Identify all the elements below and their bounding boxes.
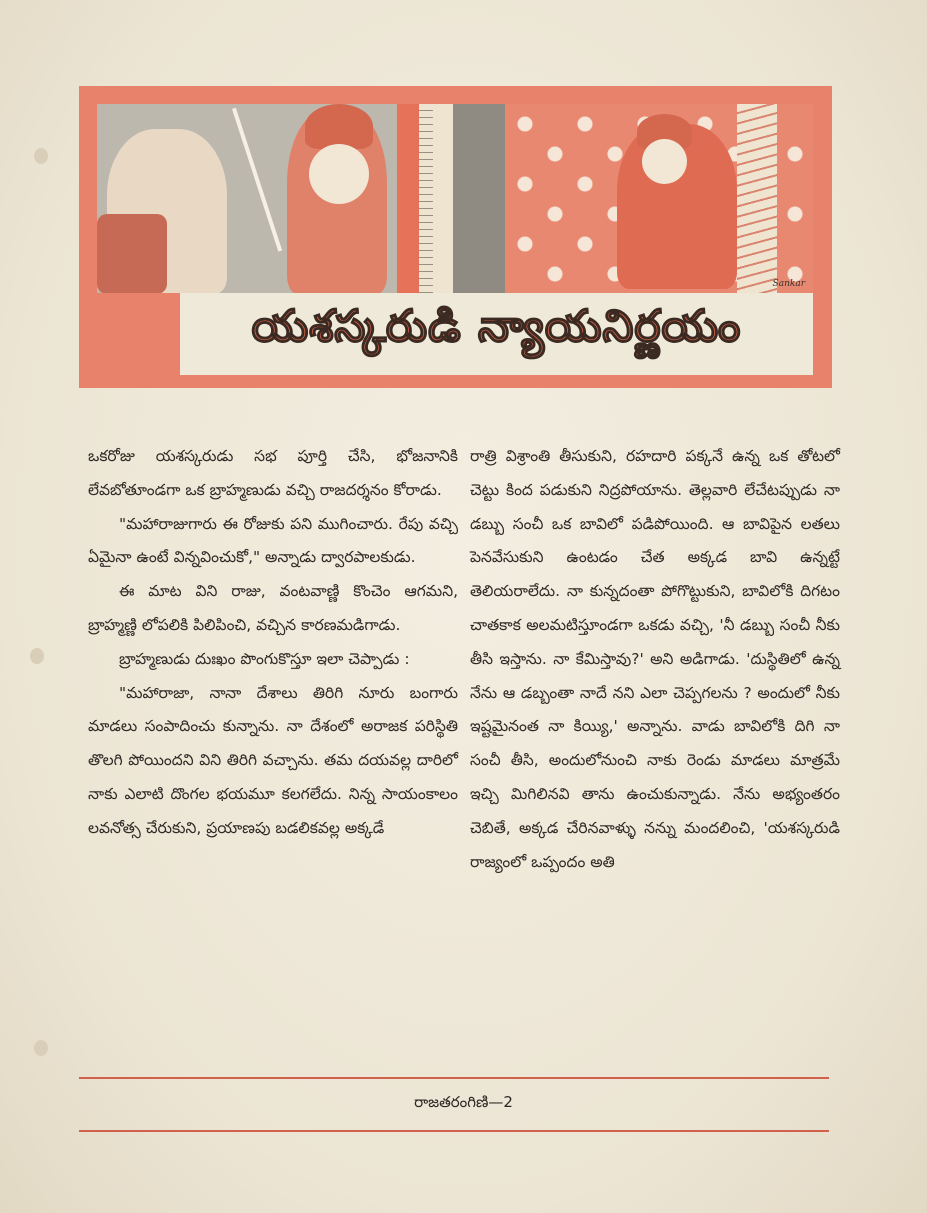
footer-rule-bottom	[79, 1130, 829, 1132]
ornate-border	[419, 104, 433, 293]
paragraph: బ్రాహ్మణుడు దుఃఖం పొంగుకొస్తూ ఇలా చెప్పాడు :	[119, 649, 410, 668]
binding-hole	[30, 648, 44, 664]
paragraph: ఒకరోజు యశస్కరుడు సభ పూర్తి చేసి, భోజనానికి లేవబోతూండగా ఒక బ్రాహ్మణుడు వచ్చి రాజదర్శనం కోరాడు.	[88, 447, 458, 499]
paragraph: "మహారాజా, నానా దేశాలు తిరిగి నూరు బంగారు మాడలు సంపాదించు కున్నాను. నా దేశంలో అరాజక పరిస్థితి తొలగి పోయిందని విని తిరిగి వచ్చాను. తమ దయవల్ల దారిలో నాకు ఎలాటి దొంగల భయమూ కలగలేదు. నిన్న సాయంకాలం లవనోత్స చేరుకుని, ప్రయాణపు బడలికవల్ల అక్కడే	[88, 683, 458, 837]
binding-hole	[34, 148, 48, 164]
king-face	[642, 139, 687, 184]
text-column-right	[470, 440, 840, 879]
text-column-left	[88, 440, 458, 846]
paragraph: ఈ మాట విని రాజు, వంటవాణ్ణి కొంచెం ఆగమని, బ్రాహ్మణ్ణి లోపలికి పిలిపించి, వచ్చిన కారణమడిగాడు.	[88, 582, 458, 634]
doorway-arch	[453, 104, 505, 293]
guard-face	[309, 144, 369, 204]
pillar	[433, 104, 453, 293]
guard-turban	[305, 104, 373, 149]
binding-hole	[34, 1040, 48, 1056]
title-area	[180, 293, 813, 375]
brahmin-robe	[97, 214, 167, 293]
artist-signature: Sankar	[772, 279, 805, 289]
panel-divider	[397, 104, 419, 293]
paragraph: "మహారాజుగారు ఈ రోజుకు పని ముగించారు. రేపు వచ్చి ఏమైనా ఉంటే విన్నవించుకో," అన్నాడు ద్వారపాలకుడు.	[88, 514, 458, 567]
footer-rule-top	[79, 1077, 829, 1079]
carved-pillar	[737, 104, 777, 293]
paragraph: రాత్రి విశ్రాంతి తీసుకుని, రహదారి పక్కనే ఉన్న ఒక తోటలో చెట్టు కింద పడుకుని నిద్రపోయాను. తెల్లవారి లేచేటప్పుడు నా డబ్బు సంచీ ఒక బావిలో పడిపోయింది. ఆ బావిపైన లతలు పెనవేసుకుని ఉంటడం చేత అక్కడ బావి ఉన్నట్టే తెలియరాలేదు. నా కున్నదంతా పోగొట్టుకుని, బావిలోకి దిగటం చాతకాక అలమటిస్తూండగా ఒకడు వచ్చి, 'నీ డబ్బు సంచీ నీకు తీసి ఇస్తాను. నా కేమిస్తావు?' అని అడిగాడు. 'దుస్థితిలో ఉన్న నేను ఆ డబ్బంతా నాదే నని ఎలా చెప్పగలను ? అందులో నీకు ఇష్టమైనంత నా కియ్యి,' అన్నాను. వాడు బావిలోకి దిగి నా సంచీ తీసి, అందులోనుంచి నాకు రెండు మాడలు మాత్రమే ఇచ్చి మిగిలినవి తాను ఉంచుకున్నాడు. నేను అభ్యంతరం చెబితే, అక్కడ చేరినవాళ్ళు నన్ను మందలించి, 'యశస్కరుడి రాజ్యంలో ఒప్పందం అతి	[470, 447, 841, 871]
page-footer: రాజతరంగిణి—2	[414, 1093, 513, 1111]
story-title: యశస్కరుడి న్యాయనిర్ణయం	[251, 301, 742, 352]
story-illustration	[97, 104, 813, 293]
